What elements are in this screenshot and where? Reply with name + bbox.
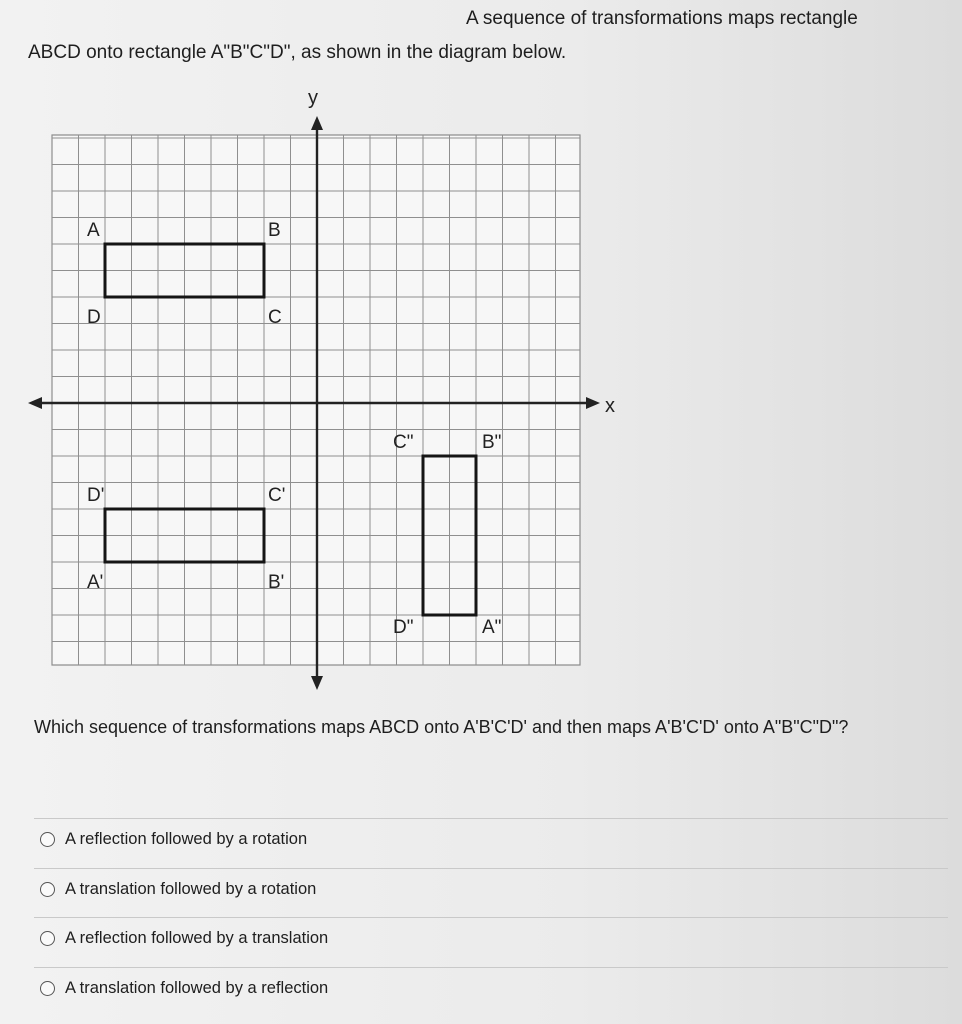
x-axis-label: x: [605, 395, 615, 417]
option-label: A translation followed by a reflection: [65, 979, 329, 997]
x-axis-arrow-left-icon: [28, 397, 42, 409]
divider: [34, 868, 948, 869]
question-prompt: Which sequence of transformations maps ABCD onto A'B'C'D' and then maps A'B'C'D' onto A"B"C"D"?: [34, 717, 849, 737]
vertex-label: B': [268, 572, 285, 593]
option-label: A reflection followed by a rotation: [65, 830, 308, 848]
answer-option-1[interactable]: [40, 830, 307, 849]
vertex-label: A": [482, 617, 502, 638]
option-label: A reflection followed by a translation: [65, 929, 329, 947]
answer-option-3[interactable]: [40, 929, 328, 948]
radio-button-icon[interactable]: [40, 981, 55, 996]
vertex-label: C: [268, 307, 282, 328]
y-axis-arrow-down-icon: [311, 676, 323, 690]
divider: [34, 818, 948, 819]
option-label: A translation followed by a rotation: [65, 880, 317, 898]
vertex-label: A': [87, 572, 104, 593]
vertex-label: D": [393, 617, 414, 638]
radio-button-icon[interactable]: [40, 882, 55, 897]
question-intro-line1: A sequence of transformations maps rectangle: [466, 8, 858, 29]
answer-option-4[interactable]: [40, 979, 328, 998]
vertex-label: D': [87, 485, 105, 506]
x-axis-arrow-right-icon: [586, 397, 600, 409]
divider: [34, 967, 948, 968]
vertex-label: D: [87, 307, 101, 328]
y-axis-label: y: [308, 87, 318, 109]
answer-option-2[interactable]: [40, 880, 316, 899]
question-intro-line2: ABCD onto rectangle A"B"C"D", as shown in the diagram below.: [28, 42, 567, 63]
y-axis-arrow-up-icon: [311, 116, 323, 130]
divider: [34, 917, 948, 918]
radio-button-icon[interactable]: [40, 931, 55, 946]
vertex-label: A: [87, 220, 100, 241]
vertex-label: B: [268, 220, 281, 241]
vertex-label: B": [482, 432, 502, 453]
vertex-label: C': [268, 485, 286, 506]
radio-button-icon[interactable]: [40, 832, 55, 847]
vertex-label: C": [393, 432, 414, 453]
